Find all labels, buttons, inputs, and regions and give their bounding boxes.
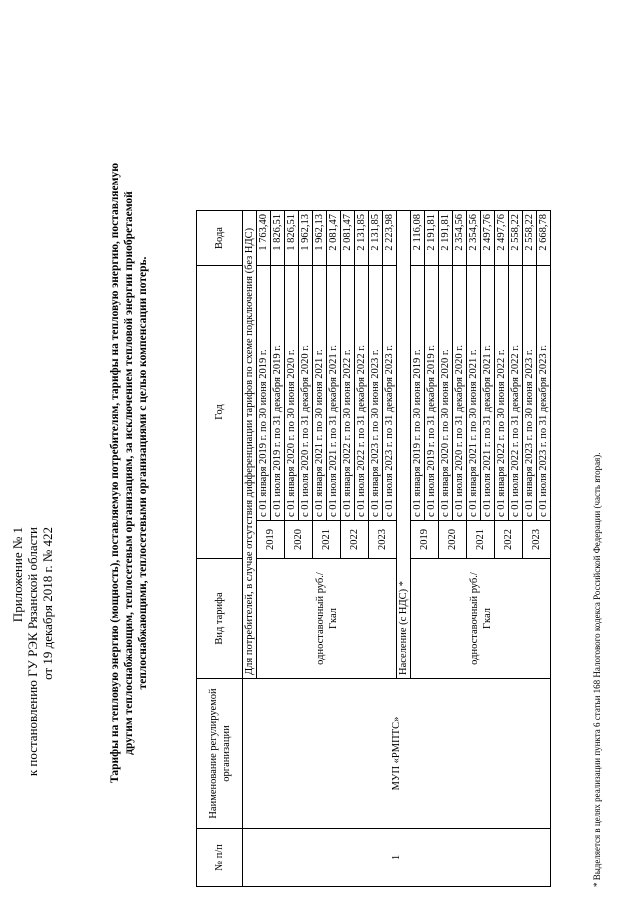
header-tariff-type: Вид тарифа [197,559,243,679]
value-cell: 2 081,47 [341,211,355,266]
value-cell: 2 354,56 [467,211,481,266]
year-cell: 2021 [313,521,341,559]
period-cell: с 01 июля 2019 г. по 31 декабря 2019 г. [271,266,285,521]
row-number: 1 [243,829,551,887]
year-cell: 2019 [257,521,285,559]
year-cell: 2020 [439,521,467,559]
year-cell: 2023 [523,521,551,559]
value-cell: 2 558,22 [509,211,523,266]
period-cell: с 01 января 2020 г. по 30 июня 2020 г. [439,266,453,521]
header-organization: Наименование регулируемой организации [197,679,243,829]
period-cell: с 01 января 2023 г. по 30 июня 2023 г. [523,266,537,521]
appendix-block [10,527,55,776]
value-cell: 2 116,08 [411,211,425,266]
value-cell: 2 668,78 [537,211,551,266]
period-cell: с 01 января 2022 г. по 30 июня 2022 г. [495,266,509,521]
value-cell: 2 497,76 [481,211,495,266]
year-cell: 2021 [467,521,495,559]
header-year: Год [197,266,243,559]
header-num: № п/п [197,829,243,887]
value-cell: 1 826,51 [285,211,299,266]
tariff-type: одноставочный руб./Гкал [411,559,551,679]
period-cell: с 01 июля 2021 г. по 31 декабря 2021 г. [481,266,495,521]
period-cell: с 01 июля 2021 г. по 31 декабря 2021 г. [327,266,341,521]
period-cell: с 01 июля 2020 г. по 31 декабря 2020 г. [299,266,313,521]
value-cell: 1 962,13 [313,211,327,266]
value-cell: 2 131,85 [369,211,383,266]
tariff-table [196,210,551,887]
period-cell: с 01 января 2019 г. по 30 июня 2019 г. [411,266,425,521]
header-water: Вода [197,211,243,266]
value-cell: 2 223,98 [383,211,397,266]
period-cell: с 01 января 2020 г. по 30 июня 2020 г. [285,266,299,521]
value-cell: 1 826,51 [271,211,285,266]
period-cell: с 01 июля 2020 г. по 31 декабря 2020 г. [453,266,467,521]
value-cell: 2 191,81 [439,211,453,266]
period-cell: с 01 июля 2023 г. по 31 декабря 2023 г. [383,266,397,521]
period-cell: с 01 июля 2022 г. по 31 декабря 2022 г. [509,266,523,521]
period-cell: с 01 января 2022 г. по 30 июня 2022 г. [341,266,355,521]
value-cell: 2 558,22 [523,211,537,266]
value-cell: 1 962,13 [299,211,313,266]
period-cell: с 01 января 2021 г. по 30 июня 2021 г. [313,266,327,521]
value-cell: 2 354,56 [453,211,467,266]
section-heading-row [243,211,257,887]
footnote: * Выделяется в целях реализации пункта 6 статьи 168 Налогового кодекса Российской Федерации (часть вторая). [592,452,602,887]
period-cell: с 01 января 2019 г. по 30 июня 2019 г. [257,266,271,521]
year-cell: 2020 [285,521,313,559]
period-cell: с 01 января 2021 г. по 30 июня 2021 г. [467,266,481,521]
appendix-line-2: к постановлению ГУ РЭК Рязанской области [25,527,40,777]
value-cell: 2 081,47 [327,211,341,266]
period-cell: с 01 января 2023 г. по 30 июня 2023 г. [369,266,383,521]
period-cell: с 01 июля 2019 г. по 31 декабря 2019 г. [425,266,439,521]
value-cell: 2 131,85 [355,211,369,266]
value-cell: 2 191,81 [425,211,439,266]
year-cell: 2023 [369,521,397,559]
year-cell: 2022 [341,521,369,559]
value-cell: 2 497,76 [495,211,509,266]
year-cell: 2022 [495,521,523,559]
appendix-line-3: от 19 декабря 2018 г. № 422 [40,527,55,680]
period-cell: с 01 июля 2022 г. по 31 декабря 2022 г. [355,266,369,521]
organization-name: МУП «РМПТС» [243,679,551,829]
section-heading: Для потребителей, в случае отсутствия дифференциации тарифов по схеме подключения (без НДС) [243,211,257,679]
appendix-line-1: Приложение № 1 [10,527,25,623]
period-cell: с 01 июля 2023 г. по 31 декабря 2023 г. [537,266,551,521]
document-title: Тарифы на тепловую энергию (мощность), поставляемую потребителям, тарифы на тепловую энергию, поставляемую другим теплоснабжающим, теплосетевым организациям, за исключением тепловой энергии приобретаемой теплоснабжающими, теплосетевыми организациями с целью компенсации потерь. [109,163,149,783]
tariff-type: одноставочный руб./Гкал [257,559,397,679]
year-cell: 2019 [411,521,439,559]
section-heading: Население (с НДС) * [397,211,411,679]
value-cell: 1 763,40 [257,211,271,266]
